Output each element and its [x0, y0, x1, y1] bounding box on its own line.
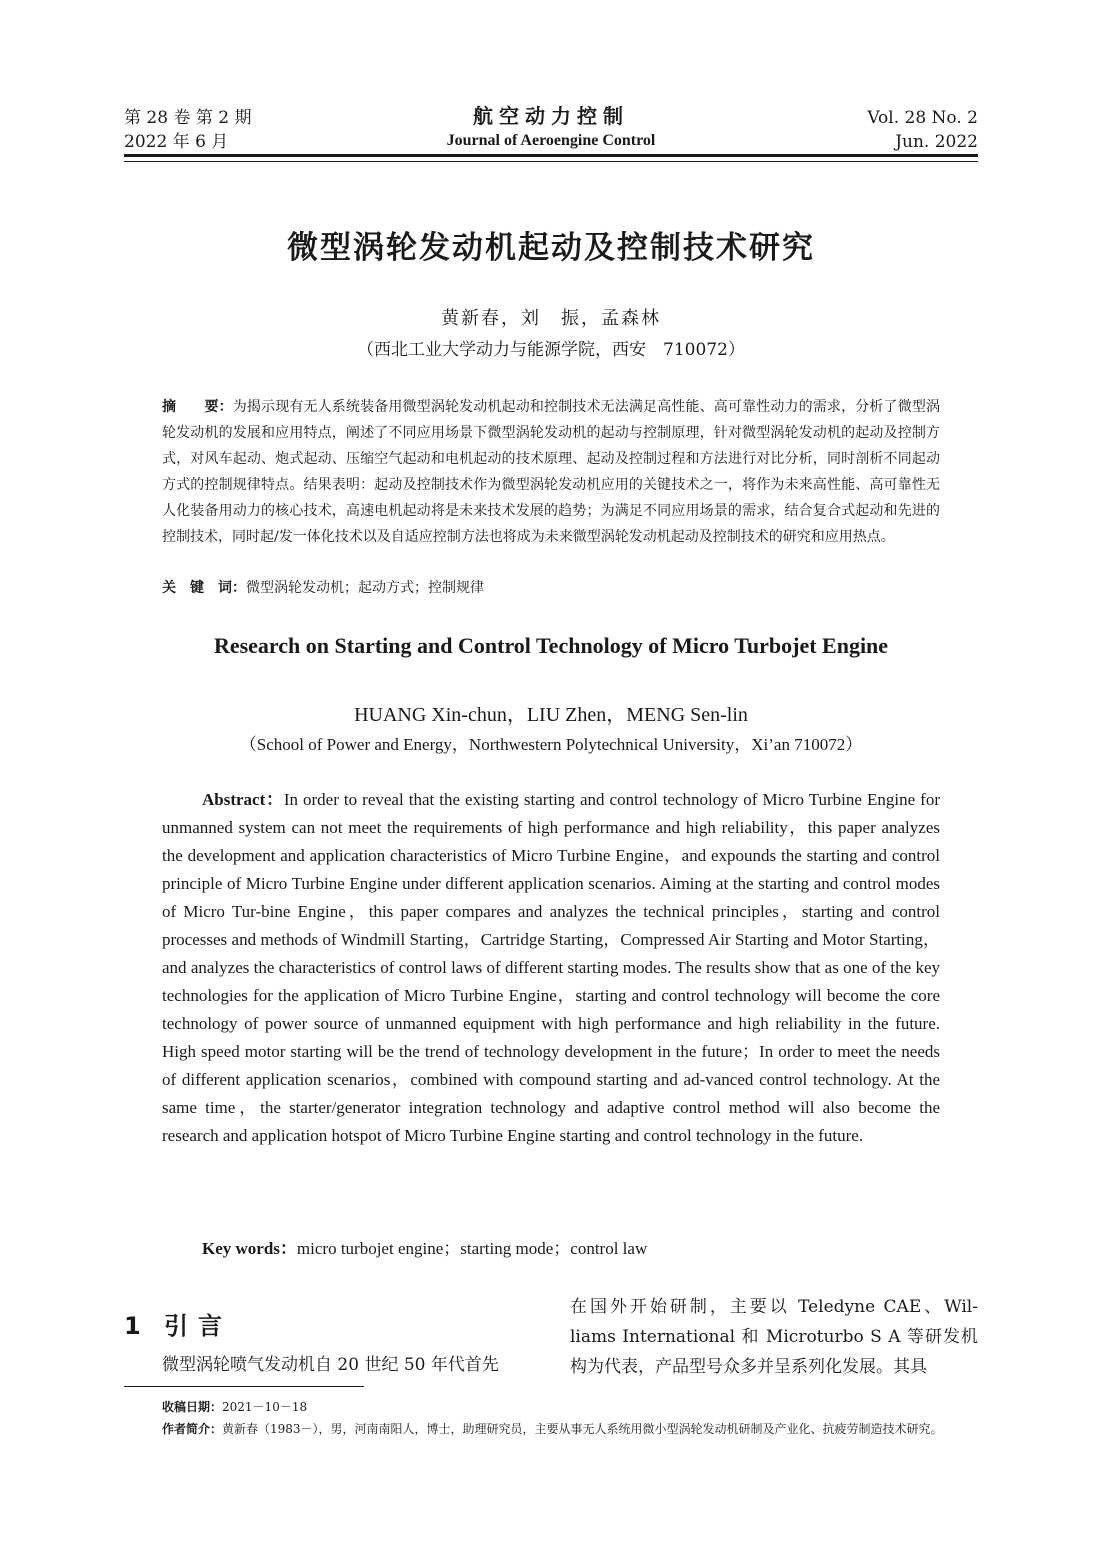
header-rule-thick [124, 154, 978, 157]
volume-issue-en-line: Vol. 28 No. 2 [867, 108, 978, 128]
abstract-en-text: In order to reveal that the existing starting and control technology of Micro Turbine Engine for unmanned system can not meet the requirements of high performance and high reliability，this paper analyzes the development and application characteristics of Micro Turbine Engine，and expounds the starting and control principle of Micro Turbine Engine under different application scenarios. Aiming at the starting and control modes of Micro Tur-bine Engine，this paper compares and analyzes the technical principles，starting and control processes and methods of Windmill Starting，Cartridge Starting，Compressed Air Starting and Motor Starting，and analyzes the characteristics of control laws of different starting modes. The results show that as one of the key technologies for the application of Micro Turbine Engine，starting and control technology will become the core technology of power source of unmanned equipment with high performance and high reliability in the future. High speed motor starting will be the trend of technology development in the future；In order to meet the needs of different application scenarios，combined with compound starting and ad-vanced control technology. At the same time，the starter/generator integration technology and adaptive control method will also become the research and application hotspot of Micro Turbine Engine starting and control technology in the future. [162, 790, 940, 1145]
authors-en: HUANG Xin-chun，LIU Zhen，MENG Sen-lin [354, 704, 748, 726]
paper-title-en: Research on Starting and Control Technology of Micro Turbojet Engine [213, 633, 889, 658]
body-text-left-column: 微型涡轮喷气发动机自 20 世纪 50 年代首先 [162, 1355, 499, 1375]
publish-date-cn: 2022 年 6 月 [124, 132, 229, 152]
keywords-en [202, 1236, 940, 1262]
abstract-cn-label: 摘 要： [162, 399, 233, 415]
paper-title-cn: 微型涡轮发动机起动及控制技术研究 [287, 230, 815, 266]
abstract-en-label: Abstract： [202, 790, 284, 809]
volume-issue-en [867, 106, 978, 154]
footnote-author-label: 作者简介： [162, 1422, 223, 1436]
affiliation-cn: （西北工业大学动力与能源学院，西安 710072） [357, 340, 745, 360]
footnote-rule [124, 1386, 364, 1387]
section-heading [124, 1306, 232, 1341]
keywords-cn-label: 关 键 词： [162, 580, 246, 596]
section-number: 1 [124, 1312, 141, 1340]
header-rule-thin [124, 161, 978, 162]
footnote-received-value: 2021－10－18 [222, 1400, 308, 1414]
section-title: 引言 [164, 1312, 232, 1340]
abstract-en [162, 786, 940, 1150]
keywords-cn-text: 微型涡轮发动机；起动方式；控制规律 [246, 580, 484, 596]
footnote-received-label: 收稿日期： [162, 1400, 223, 1414]
keywords-cn [162, 576, 940, 600]
affiliation-en: （School of Power and Energy，Northwestern Polytechnical University，Xi’an 710072） [239, 735, 863, 754]
body-text-right-column: 在国外开始研制，主要以 Teledyne CAE、Wil-liams International 和 Microturbo S A 等研发机构为代表，产品型号众多并呈系列化发展。其具 [570, 1297, 978, 1377]
volume-issue-cn: 第 28 卷 第 2 期 [124, 108, 252, 128]
journal-name-cn: 航空动力控制 [473, 104, 629, 128]
publish-date-en: Jun. 2022 [895, 132, 978, 152]
keywords-en-label: Key words： [202, 1239, 297, 1258]
footnote-author-text: 黄新春（1983－），男，河南南阳人，博士，助理研究员，主要从事无人系统用微小型涡轮发动机研制及产业化、抗疲劳制造技术研究。 [222, 1422, 943, 1436]
abstract-cn-text: 为揭示现有无人系统装备用微型涡轮发动机起动和控制技术无法满足高性能、高可靠性动力的需求，分析了微型涡轮发动机的发展和应用特点，阐述了不同应用场景下微型涡轮发动机的起动与控制原理，针对微型涡轮发动机的起动及控制方式，对风车起动、炮式起动、压缩空气起动和电机起动的技术原理、起动及控制过程和方法进行对比分析，同时剖析不同起动方式的控制规律特点。结果表明：起动及控制技术作为微型涡轮发动机应用的关键技术之一，将作为未来高性能、高可靠性无人化装备用动力的核心技术，高速电机起动将是未来技术发展的趋势；为满足不同应用场景的需求，结合复合式起动和先进的控制技术，同时起/发一体化技术以及自适应控制方法也将成为未来微型涡轮发动机起动及控制技术的研究和应用热点。 [162, 399, 941, 545]
abstract-cn [162, 394, 940, 550]
footnote-author [124, 1419, 978, 1439]
authors-cn: 黄新春，刘 振，孟森林 [441, 308, 661, 329]
journal-name-en: Journal of Aeroengine Control [446, 132, 656, 149]
footnote-received [162, 1397, 307, 1417]
keywords-en-text: micro turbojet engine；starting mode；control law [296, 1239, 648, 1258]
